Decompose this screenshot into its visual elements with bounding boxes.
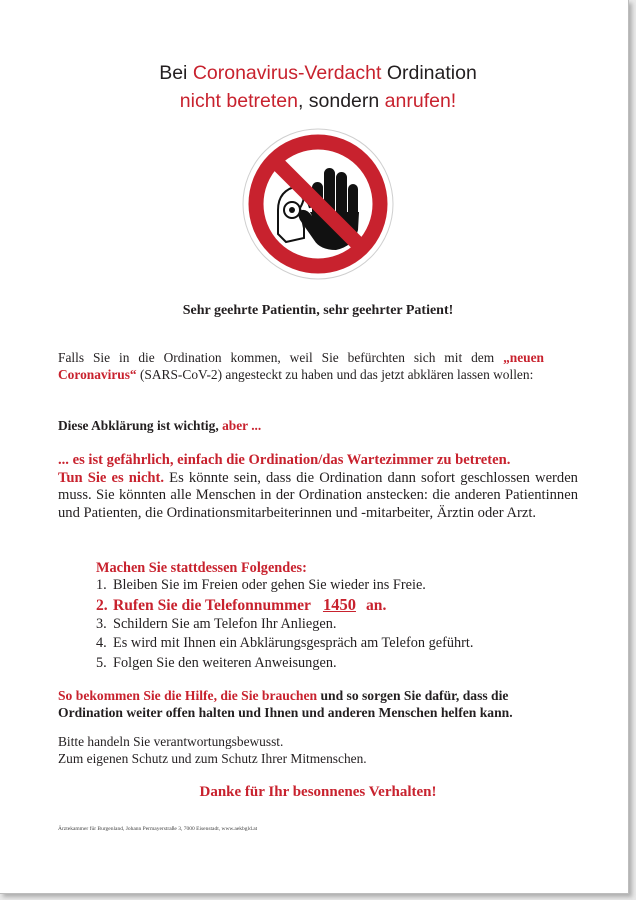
danger-lead: Tun Sie es nicht. bbox=[58, 469, 165, 486]
list-item bbox=[96, 634, 473, 653]
list-item bbox=[96, 576, 473, 595]
list-item bbox=[96, 615, 473, 634]
closing-paragraph bbox=[58, 734, 367, 767]
step-number: 4. bbox=[96, 635, 107, 652]
step-text: an. bbox=[365, 597, 387, 615]
no-entry-hand-icon bbox=[242, 128, 394, 280]
heading-line-1 bbox=[0, 61, 636, 85]
heading-text: , sondern bbox=[297, 90, 385, 112]
heading-highlight: nicht betreten bbox=[179, 90, 298, 112]
heading-highlight: Coronavirus-Verdacht bbox=[192, 62, 382, 84]
closing-line: Zum eigenen Schutz und zum Schutz Ihrer Mitmenschen. bbox=[58, 750, 367, 766]
list-item bbox=[96, 654, 473, 673]
heading-highlight: anrufen! bbox=[384, 90, 457, 112]
phone-number: 1450 bbox=[322, 595, 356, 615]
intro-highlight: „neuen Coronavirus“ bbox=[58, 350, 544, 382]
help-text: und so sorgen Sie dafür, dass die Ordination weiter offen halten und Ihnen und anderen Menschen helfen kann. bbox=[58, 688, 513, 720]
intro-text: Falls Sie in die Ordination kommen, weil Sie befürchten sich mit dem bbox=[58, 350, 504, 365]
step-number: 3. bbox=[96, 615, 107, 632]
danger-body: Es könnte sein, dass die Ordination dann sofort geschlossen werden muss. Sie könnten alle Menschen in der Ordination anstecken: die anderen Patientinnen und Patienten, die Ordinationsmitarbeiterinnen und -mitarbeiter, Ärztin oder Arzt. bbox=[58, 469, 578, 521]
danger-heading: ... es ist gefährlich, einfach die Ordination/das Wartezimmer zu betreten. bbox=[58, 452, 511, 468]
heading-text: Bei bbox=[159, 62, 193, 84]
thanks-line: Danke für Ihr besonnenes Verhalten! bbox=[199, 784, 437, 800]
help-paragraph bbox=[58, 688, 558, 721]
intro-text: (SARS-CoV-2) angesteckt zu haben und das jetzt abklären lassen wollen: bbox=[136, 366, 534, 382]
step-number: 2. bbox=[96, 597, 108, 615]
step-text: Es wird mit Ihnen ein Abklärungsgespräch am Telefon geführt. bbox=[113, 635, 474, 652]
step-number: 1. bbox=[96, 577, 107, 593]
help-highlight: So bekommen Sie die Hilfe, die Sie brauchen bbox=[58, 688, 318, 703]
step-number: 5. bbox=[96, 654, 107, 671]
list-item bbox=[96, 595, 473, 614]
step-text: Bleiben Sie im Freien oder gehen Sie wieder ins Freie. bbox=[113, 577, 426, 593]
important-text: Diese Abklärung ist wichtig, bbox=[58, 418, 223, 433]
step-text: Folgen Sie den weiteren Anweisungen. bbox=[113, 654, 337, 671]
important-line bbox=[58, 418, 544, 435]
closing-line: Bitte handeln Sie verantwortungsbewusst. bbox=[58, 734, 284, 749]
step-text: Schildern Sie am Telefon Ihr Anliegen. bbox=[113, 615, 337, 632]
steps-title: Machen Sie stattdessen Folgendes: bbox=[96, 560, 307, 576]
greeting: Sehr geehrte Patientin, sehr geehrter Patient! bbox=[182, 303, 454, 318]
footer-address: Ärztekammer für Burgenland, Johann Permayerstraße 3, 7000 Eisenstadt, www.aekbgld.at bbox=[58, 826, 258, 832]
steps-list bbox=[96, 576, 473, 673]
heading-text: Ordination bbox=[381, 62, 477, 84]
important-highlight: aber ... bbox=[222, 418, 262, 433]
heading-line-2 bbox=[0, 89, 636, 113]
danger-paragraph bbox=[58, 452, 578, 522]
step-text: Rufen Sie die Telefonnummer bbox=[113, 597, 311, 615]
intro-paragraph bbox=[58, 350, 544, 383]
